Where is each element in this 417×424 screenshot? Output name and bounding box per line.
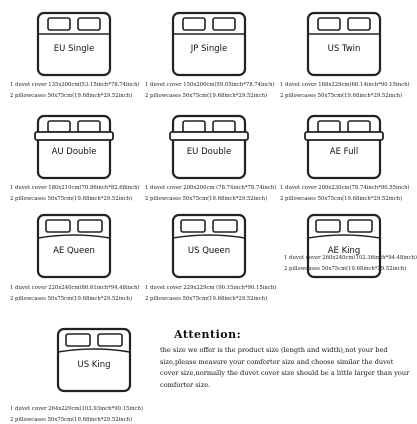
bed-diagram [169, 113, 249, 181]
pillow-spec: 2 pillowcases 50x75cm(19.68inch*29.52inch) [10, 196, 133, 202]
duvet-spec: 1 duvet cover 229x229cm (90.15inch*90.15inch) [145, 285, 277, 291]
duvet-spec: 1 duvet cover 135x200cm(53.15inch*78.74inch) [10, 82, 140, 88]
size-label: JP Single [190, 44, 228, 54]
attention-body: the size we offer is the product size (length and width),not your bed size,please measure your comforter size and choose similar the duvet cover size,normally the duvet cover size should be a little larger than your comforter size. [160, 346, 410, 389]
pillow-spec: 2 pillowcases 50x75cm(19.68inch*29.52inch) [145, 196, 268, 202]
bed-diagram [304, 10, 384, 78]
size-label: US Twin [327, 44, 361, 54]
duvet-spec: 1 duvet cover 200x200cm (78.74inch*78.74inch) [145, 185, 277, 191]
bed-diagram [169, 10, 249, 78]
size-label: US Queen [187, 246, 231, 256]
bed-diagram [54, 326, 134, 394]
pillow-spec: 2 pillowcases 50x75cm(19.68inch*29.52inch) [10, 93, 133, 99]
duvet-spec: 1 duvet cover 200x230cm(78.74inch*90.55inch) [280, 185, 410, 191]
pillow-spec: 2 pillowcases 50x75cm(19.68inch*29.52inch) [10, 296, 133, 302]
size-label: US King [77, 360, 111, 370]
bed-diagram [34, 10, 114, 78]
bed-diagram [34, 212, 114, 280]
duvet-spec: 1 duvet cover 180x210cm(70.86inch*82.68inch) [10, 185, 140, 191]
attention-title: Attention: [174, 328, 242, 341]
size-label: AE Queen [53, 246, 95, 256]
size-label: EU Single [53, 44, 95, 54]
pillow-spec: 2 pillowcases 50x75cm(19.68inch*29.52inch) [280, 196, 403, 202]
bed-diagram [304, 113, 384, 181]
pillow-spec: 2 pillowcases 50x75cm(19.68inch*29.52inch) [145, 296, 268, 302]
size-label: EU Double [186, 147, 232, 157]
duvet-spec: 1 duvet cover 150x200cm(59.05inch*78.74inch) [145, 82, 275, 88]
duvet-spec: 1 duvet cover 264x229cm(103.93inch*90.15inch) [10, 406, 143, 412]
duvet-spec: 1 duvet cover 220x240cm(86.61inch*94.48inch) [10, 285, 140, 291]
bed-diagram [169, 212, 249, 280]
size-label: AU Double [51, 147, 97, 157]
size-label: AE King [327, 246, 361, 256]
pillow-spec: 2 pillowcases 50x75cm(19.68inch*29.52inch) [145, 93, 268, 99]
bed-diagram [34, 113, 114, 181]
pillow-spec: 2 pillowcases 50x75cm(19.68inch*29.52inch) [10, 417, 133, 423]
duvet-spec: 1 duvet cover 260x240cm(102.36inch*94.48inch) [284, 255, 417, 261]
pillow-spec: 2 pillowcases 50x75cm(19.68inch*29.52inch) [284, 266, 407, 272]
size-label: AE Full [329, 147, 359, 157]
pillow-spec: 2 pillowcases 50x75cm(19.68inch*29.52inch) [280, 93, 403, 99]
duvet-spec: 1 duvet cover 168x229cm(66.14inch*90.15inch) [280, 82, 410, 88]
